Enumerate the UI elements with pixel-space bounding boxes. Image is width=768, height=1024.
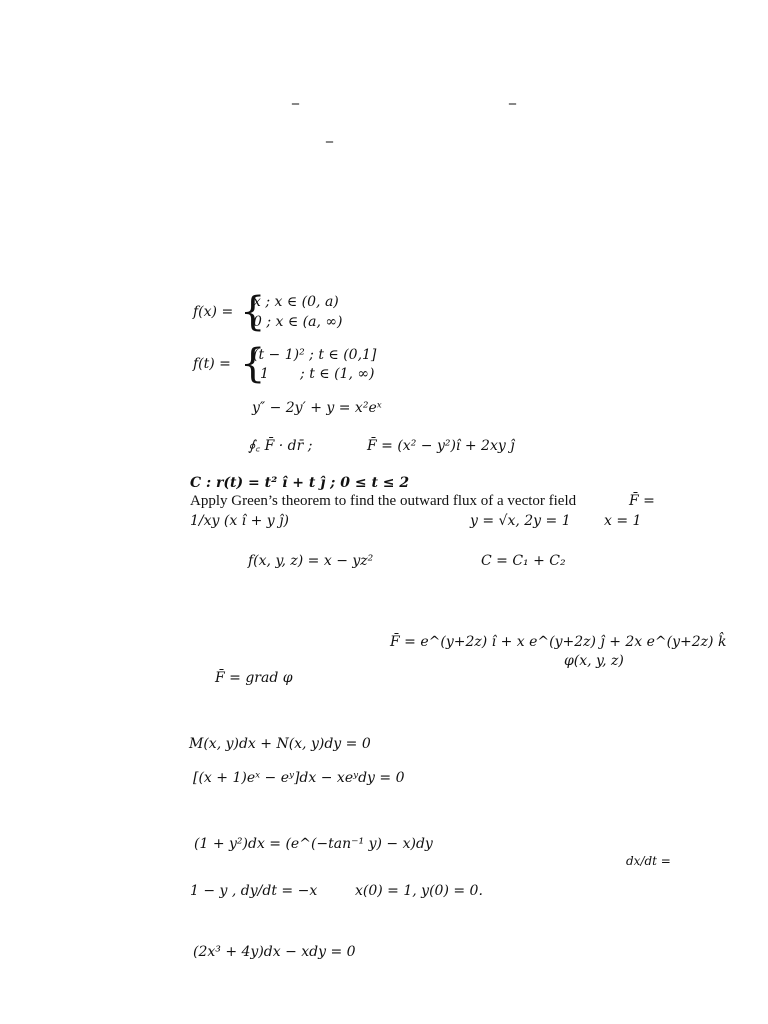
line-integral-field: F̄ = (x² − y²)î + 2xy ĵ <box>367 438 515 454</box>
curve-sum: C = C₁ + C₂ <box>481 553 566 569</box>
piecewise1-row1: x ; x ∈ (0, a) <box>253 294 339 310</box>
piecewise2-brace: { <box>240 341 266 387</box>
ode1-equation: y″ − 2y′ + y = x²eˣ <box>252 400 382 416</box>
green-field-rest: 1/xy (x î + y ĵ) <box>190 513 289 529</box>
blank-dash-1: _ <box>292 89 299 105</box>
grad-relation: F̄ = grad φ <box>215 670 293 686</box>
system-equation: 1 − y , dy/dt = −x <box>190 883 318 899</box>
piecewise2-lhs: f(t) = <box>193 356 231 372</box>
system-dxdt: dx/dt = <box>626 854 671 868</box>
piecewise2-row2: 1 ; t ∈ (1, ∞) <box>260 366 375 382</box>
piecewise2-row1: (t − 1)² ; t ∈ (0,1] <box>253 347 377 363</box>
linear-ode: (1 + y²)dx = (e^(−tan⁻¹ y) − x)dy <box>194 836 433 852</box>
green-region-x: x = 1 <box>604 513 642 529</box>
blank-dash-2: _ <box>509 89 516 105</box>
piecewise1-brace: { <box>240 289 266 335</box>
piecewise1-lhs: f(x) = <box>193 304 234 320</box>
exact-general: M(x, y)dx + N(x, y)dy = 0 <box>189 736 371 752</box>
green-region: y = √x, 2y = 1 <box>470 513 571 529</box>
conservative-field: F̄ = e^(y+2z) î + x e^(y+2z) ĵ + 2x e^(y+2z) k̂ <box>390 634 727 650</box>
piecewise1-row2: 0 ; x ∈ (a, ∞) <box>253 314 343 330</box>
green-theorem-text: Apply Green’s theorem to find the outward flux of a vector field <box>190 493 577 509</box>
curve-definition: C : r(t) = t² î + t ĵ ; 0 ≤ t ≤ 2 <box>190 475 410 491</box>
green-field-start: F̄ = <box>629 493 655 509</box>
blank-dash-3: _ <box>326 127 333 143</box>
scalar-function: f(x, y, z) = x − yz² <box>248 553 374 569</box>
potential-function: φ(x, y, z) <box>564 653 624 669</box>
exact-example: [(x + 1)eˣ − eʸ]dx − xeʸdy = 0 <box>193 770 405 786</box>
bernoulli-ode: (2x³ + 4y)dx − xdy = 0 <box>193 944 356 960</box>
line-integral: ∮꜀ F̄ · dr̄ ; <box>248 438 313 454</box>
initial-conditions: x(0) = 1, y(0) = 0. <box>355 883 483 899</box>
